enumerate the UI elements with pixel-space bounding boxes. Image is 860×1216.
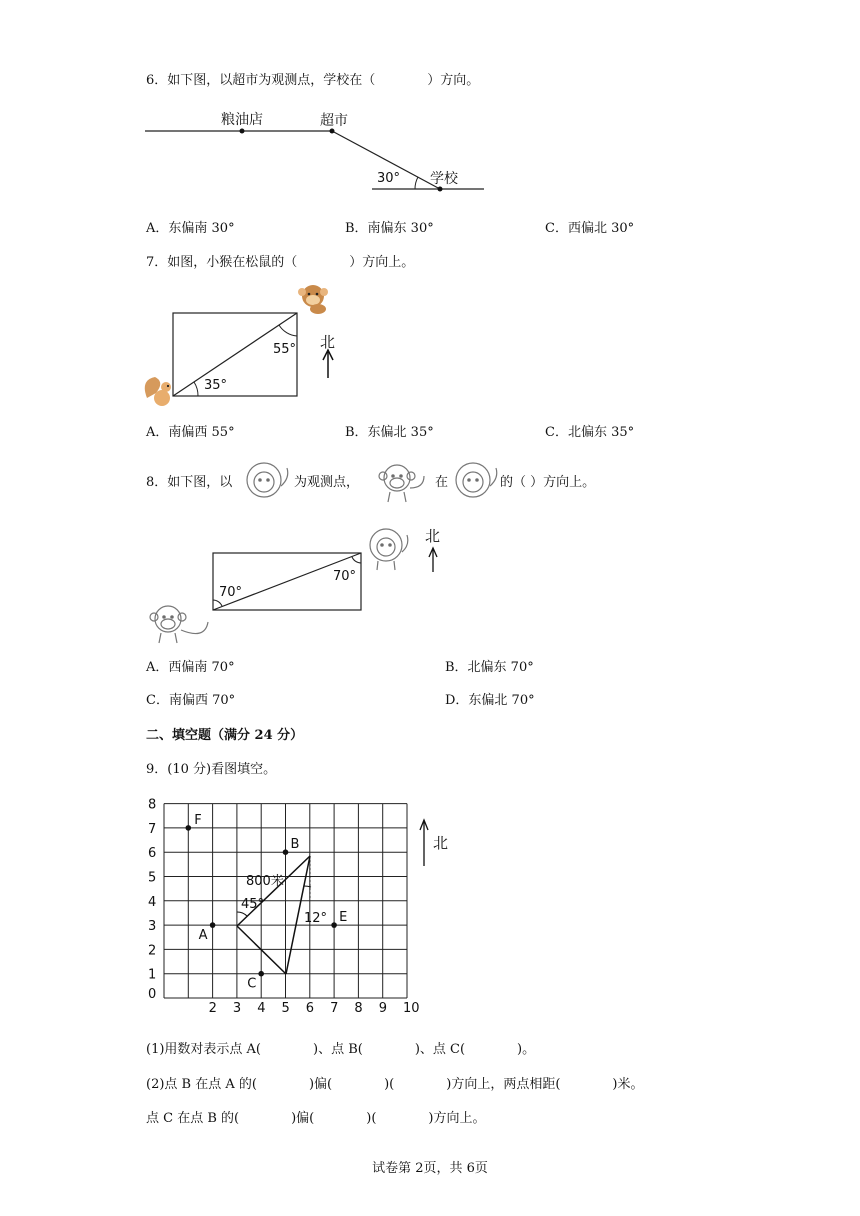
x-tick-label: 6 xyxy=(305,1001,315,1016)
q7-stem: 7．如图，小猴在松鼠的（ ）方向上。 xyxy=(146,255,415,270)
angle-label: 30° xyxy=(377,171,401,186)
x-tick-label: 3 xyxy=(232,1001,242,1016)
angle-right-label: 70° xyxy=(333,569,357,584)
y-tick-label: 1 xyxy=(148,967,157,983)
x-tick-label: 10 xyxy=(403,1001,420,1016)
distance-label: 800米 xyxy=(246,874,284,889)
section-title: 二、填空题（满分 24 分） xyxy=(146,728,304,743)
q9-stem: 9．(10 分)看图填空。 xyxy=(146,762,277,777)
q9-sub2a: (2)点 B 在点 A 的( )偏( )( )方向上，两点相距( )米。 xyxy=(146,1077,644,1092)
oil-shop-label: 粮油店 xyxy=(221,112,263,128)
x-tick-label: 0 xyxy=(148,987,157,1002)
point-c xyxy=(258,971,264,977)
north-label: 北 xyxy=(425,527,441,545)
y-tick-label: 4 xyxy=(148,894,157,910)
q8-stem-part1: 8．如下图，以 xyxy=(146,475,233,490)
angle-55-label: 55° xyxy=(273,342,297,357)
y-tick-label: 2 xyxy=(148,943,157,959)
q6-option-b: B．南偏东 30° xyxy=(345,221,434,236)
point-b xyxy=(283,849,289,855)
x-tick-label: 2 xyxy=(208,1001,217,1016)
point-label-a: A xyxy=(198,928,208,944)
school-label: 学校 xyxy=(430,171,458,187)
y-tick-label: 6 xyxy=(148,846,157,862)
north-label: 北 xyxy=(320,333,336,351)
q8-stem-part2: 为观测点， xyxy=(294,475,360,490)
q6-stem: 6．如下图，以超市为观测点，学校在（ ）方向。 xyxy=(146,73,480,88)
q8-stem-part3: 在 xyxy=(435,475,449,490)
point-label-e: E xyxy=(339,910,348,926)
q7-option-b: B．东偏北 35° xyxy=(345,425,434,440)
x-tick-label: 9 xyxy=(378,1001,387,1016)
q8-option-c: C．南偏西 70° xyxy=(146,693,236,708)
q6-option-a: A．东偏南 30° xyxy=(146,221,235,236)
x-tick-label: 8 xyxy=(354,1001,363,1016)
q6-option-c: C．西偏北 30° xyxy=(545,221,635,236)
angle-12-label: 12° xyxy=(304,911,328,926)
y-tick-label: 8 xyxy=(148,797,157,813)
q8-option-d: D．东偏北 70° xyxy=(445,693,535,708)
point-e xyxy=(331,922,337,928)
point-f xyxy=(186,825,192,831)
q8-stem-part4: 的（ ）方向上。 xyxy=(500,475,596,490)
q8-option-b: B．北偏东 70° xyxy=(445,660,534,675)
y-tick-label: 3 xyxy=(148,919,157,935)
q7-option-a: A．南偏西 55° xyxy=(146,425,235,440)
point-a xyxy=(210,922,216,928)
point-label-f: F xyxy=(194,812,202,828)
page-footer: 试卷第 2页，共 6页 xyxy=(372,1161,488,1176)
y-tick-label: 7 xyxy=(148,821,157,837)
point-label-c: C xyxy=(247,976,257,992)
point-label-b: B xyxy=(290,837,300,853)
angle-35-label: 35° xyxy=(204,378,228,393)
north-label: 北 xyxy=(433,834,449,852)
q7-option-c: C．北偏东 35° xyxy=(545,425,635,440)
q9-sub1: (1)用数对表示点 A( )、点 B( )、点 C( )。 xyxy=(146,1042,536,1057)
angle-45-label: 45° xyxy=(241,897,265,912)
x-tick-label: 4 xyxy=(257,1001,266,1016)
angle-left-label: 70° xyxy=(219,585,243,600)
x-tick-label: 5 xyxy=(281,1001,290,1016)
supermarket-label: 超市 xyxy=(320,113,348,129)
q9-sub2b: 点 C 在点 B 的( )偏( )( )方向上。 xyxy=(146,1111,486,1126)
y-tick-label: 5 xyxy=(148,870,157,886)
x-tick-label: 7 xyxy=(330,1001,339,1016)
q8-option-a: A．西偏南 70° xyxy=(146,660,235,675)
